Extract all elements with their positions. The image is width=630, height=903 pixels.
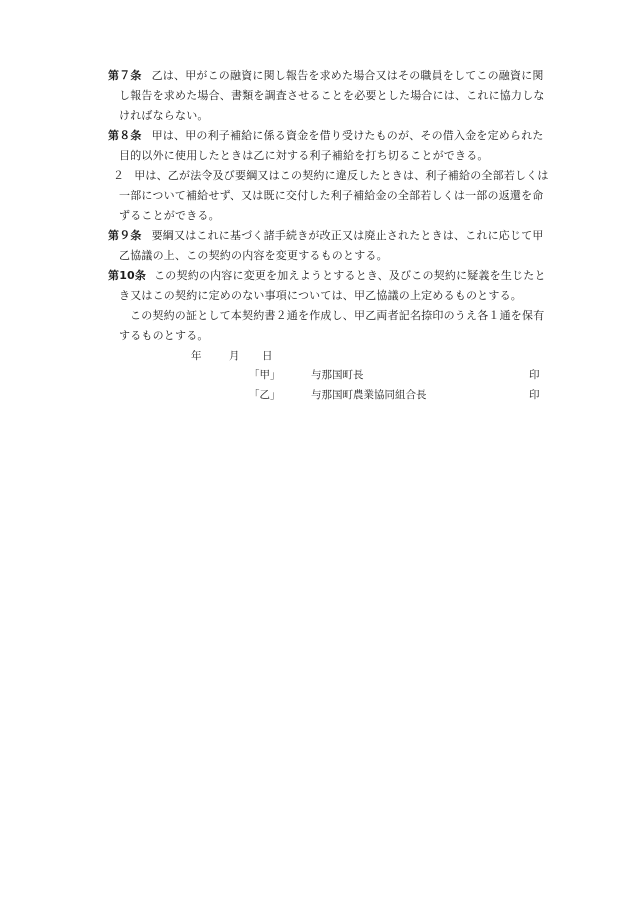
article-7-text-2: し報告を求めた場合、書類を調査させることを必要とした場合には、これに協力しな	[119, 89, 545, 102]
date-month: 月	[229, 350, 240, 362]
article-8-text-2: 目的以外に使用したときは乙に対する利子補給を打ち切ることができる。	[119, 149, 489, 162]
article-10-line-1	[108, 266, 546, 286]
party-a-label: 「甲」	[249, 369, 281, 381]
article-10-text-2: き又はこの契約に定めのない事項については、甲乙協議の上定めるものとする。	[119, 289, 522, 302]
party-a-name: 与那国町長	[311, 369, 364, 381]
closing-text-1: この契約の証として本契約書２通を作成し、甲乙両者記名捺印のうえ各１通を保有	[130, 309, 545, 322]
article-8-paragraph-2	[113, 166, 549, 226]
article-8-para-2-line-1	[113, 166, 549, 186]
article-7-text-1: 乙は、甲がこの融資に関し報告を求めた場合又はその職員をしてこの融資に関	[151, 69, 544, 82]
article-7	[108, 66, 545, 126]
article-8-para-2-text-2: 一部について補給せず、又は既に交付した利子補給金の全部若しくは一部の返還を命	[119, 189, 544, 202]
closing-text-2: するものとする。	[119, 329, 209, 342]
party-b-name: 与那国町農業協同組合長	[311, 389, 427, 401]
article-8-para-2-text-3: ずることができる。	[119, 209, 220, 222]
article-10-number: 第10条	[108, 269, 147, 282]
article-8-number: 第８条	[108, 129, 142, 142]
article-8-line-1	[108, 126, 544, 146]
article-8-text-1: 甲は、甲の利子補給に係る資金を借り受けたものが、その借入金を定められた	[151, 129, 544, 142]
party-b-label: 「乙」	[249, 389, 281, 401]
closing-statement	[108, 306, 545, 346]
article-9	[108, 226, 544, 266]
date-day: 日	[262, 350, 273, 362]
article-9-number: 第９条	[108, 229, 142, 242]
party-a-seal: 印	[529, 369, 540, 381]
article-7-number: 第７条	[108, 69, 142, 82]
article-9-text-2: 乙協議の上、この契約の内容を変更するものとする。	[119, 249, 388, 262]
article-8	[108, 126, 544, 166]
party-b-seal: 印	[529, 389, 540, 401]
article-10-text-1: この契約の内容に変更を加えようとするとき、及びこの契約に疑義を生じたと	[154, 269, 546, 282]
article-7-line-1	[108, 66, 544, 86]
date-year: 年	[191, 350, 202, 362]
article-10	[108, 266, 546, 306]
paragraph-number: ２	[113, 169, 125, 182]
article-9-line-1	[108, 226, 544, 246]
article-7-text-3: ければならない。	[119, 109, 209, 122]
article-9-text-1: 要綱又はこれに基づく諸手続きが改正又は廃止されたときは、これに応じて甲	[151, 229, 544, 242]
article-8-para-2-text-1: 甲は、乙が法令及び要綱又はこの契約に違反したときは、利子補給の全部若しくは	[134, 169, 549, 182]
